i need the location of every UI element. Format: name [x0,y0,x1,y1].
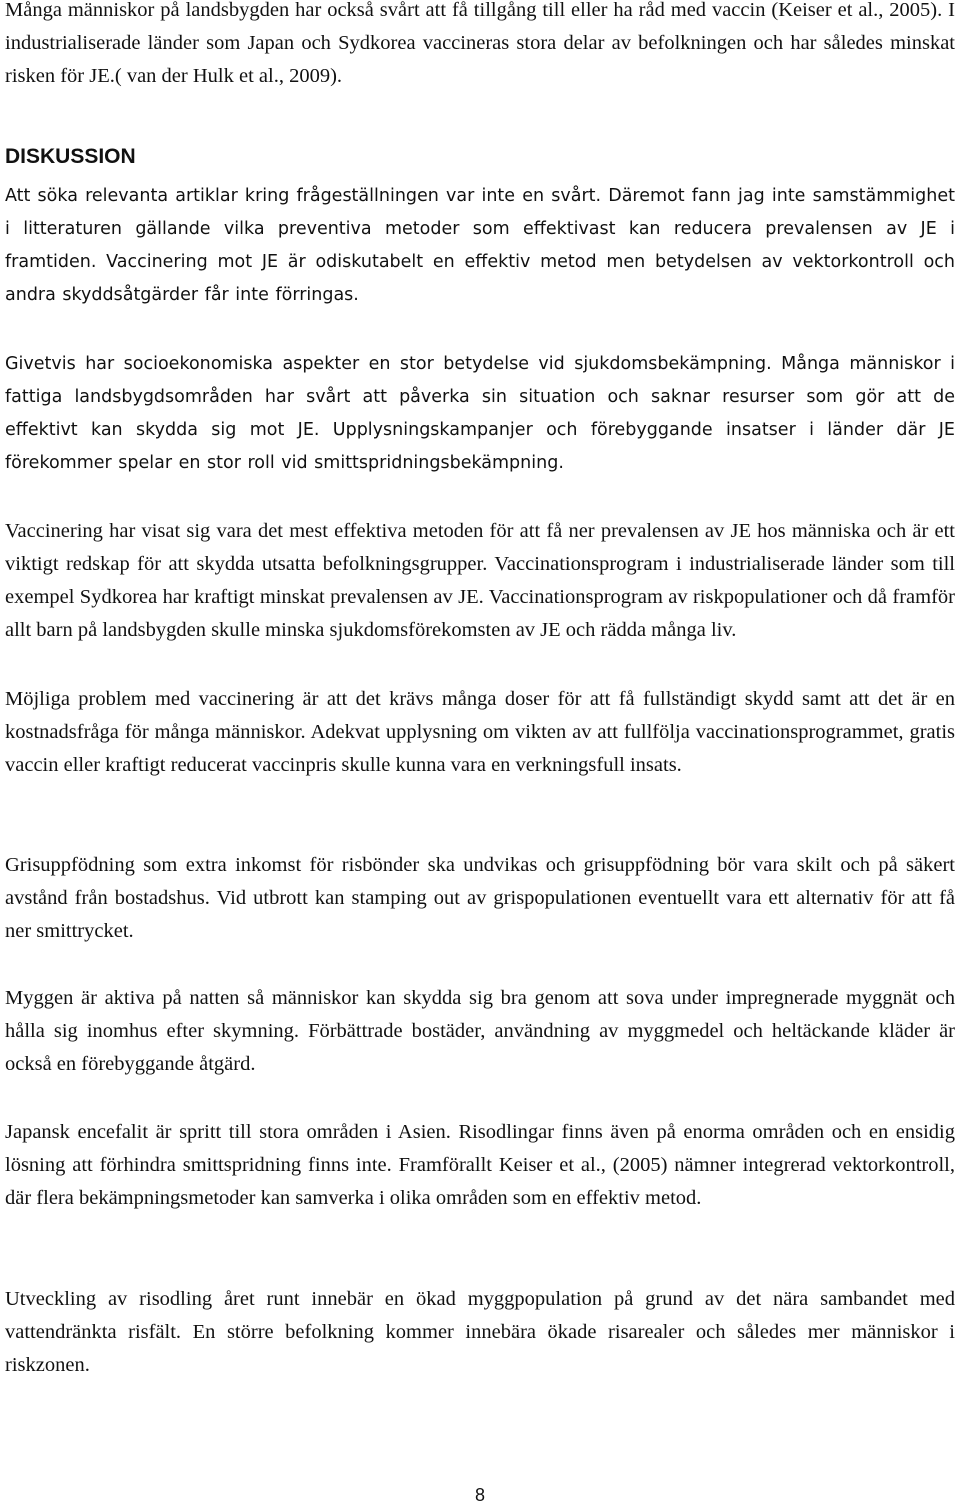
paragraph-7: Utveckling av risodling året runt innebär en ökad myggpopulation på grund av det nära sambandet med vattendränkta risfält. En större befolkning kommer innebära ökade risarealer och således mer människor i riskzonen. [5,1288,955,1376]
paragraph-3: Vaccinering har visat sig vara det mest effektiva metoden för att få ner prevalensen av JE hos människa och är ett viktigt redskap för att skydda utsatta befolkningsgrupper. Vaccinationsprogram i industrialiserade länder som till exempel Sydkorea har kraftigt minskat prevalensen av JE. Vaccinationsprogram av riskpopulationer och då framför allt barn på landsbygden skulle minska sjukdomsförekomsten av JE och rädda många liv. [5,520,955,641]
paragraph-2: Givetvis har socioekonomiska aspekter en stor betydelse vid sjukdomsbekämpning. Många människor i fattiga landsbygdsområden har svårt att påverka sin situation och saknar resurser som gör att de effektivt kan skydda sig mot JE. Upplysningskampanjer och förebyggande insatser i länder där JE förekommer spelar en stor roll vid smittspridningsbekämpning. [5,354,955,473]
paragraph-3b: Möjliga problem med vaccinering är att det krävs många doser för att få fullständigt skydd samt att det är en kostnadsfråga för många människor. Adekvat upplysning om vikten av att fullfölja vaccinationsprogrammet, gratis vaccin eller kraftigt reducerat vaccinpris skulle kunna vara en verkningsfull insats. [5,688,955,776]
paragraph-6: Japansk encefalit är spritt till stora områden i Asien. Risodlingar finns även på enorma områden och en ensidig lösning att förhindra smittspridning finns inte. Framförallt Keiser et al., (2005) nämner integrerad vektorkontroll, där flera bekämpningsmetoder kan samverka i olika områden som en effektiv metod. [5,1121,955,1209]
intro-paragraph: Många människor på landsbygden har också svårt att få tillgång till eller ha råd med vaccin (Keiser et al., 2005). I industrialiserade länder som Japan och Sydkorea vaccineras stora delar av befolkningen och har således minskat risken för JE.( van der Hulk et al., 2009). [5,0,955,87]
section-heading: DISKUSSION [5,145,136,168]
page-number: 8 [474,1485,485,1505]
paragraph-5: Myggen är aktiva på natten så människor kan skydda sig bra genom att sova under impregnerade myggnät och hålla sig inomhus efter skymning. Förbättrade bostäder, användning av myggmedel och heltäckande kläder är också en förebyggande åtgärd. [5,987,955,1075]
paragraph-4: Grisuppfödning som extra inkomst för risbönder ska undvikas och grisuppfödning bör vara skilt och på säkert avstånd från bostadshus. Vid utbrott kan stamping out av grispopulationen eventuellt vara ett alternativ för att få ner smittrycket. [5,854,955,942]
paragraph-1: Att söka relevanta artiklar kring frågeställningen var inte en svårt. Däremot fann jag inte samstämmighet i litteraturen gällande vilka preventiva metoder som effektivast kan reducera prevalensen av JE i framtiden. Vaccinering mot JE är odiskutabelt en effektiv metod men betydelsen av vektorkontroll och andra skyddsåtgärder får inte förringas. [5,186,955,305]
